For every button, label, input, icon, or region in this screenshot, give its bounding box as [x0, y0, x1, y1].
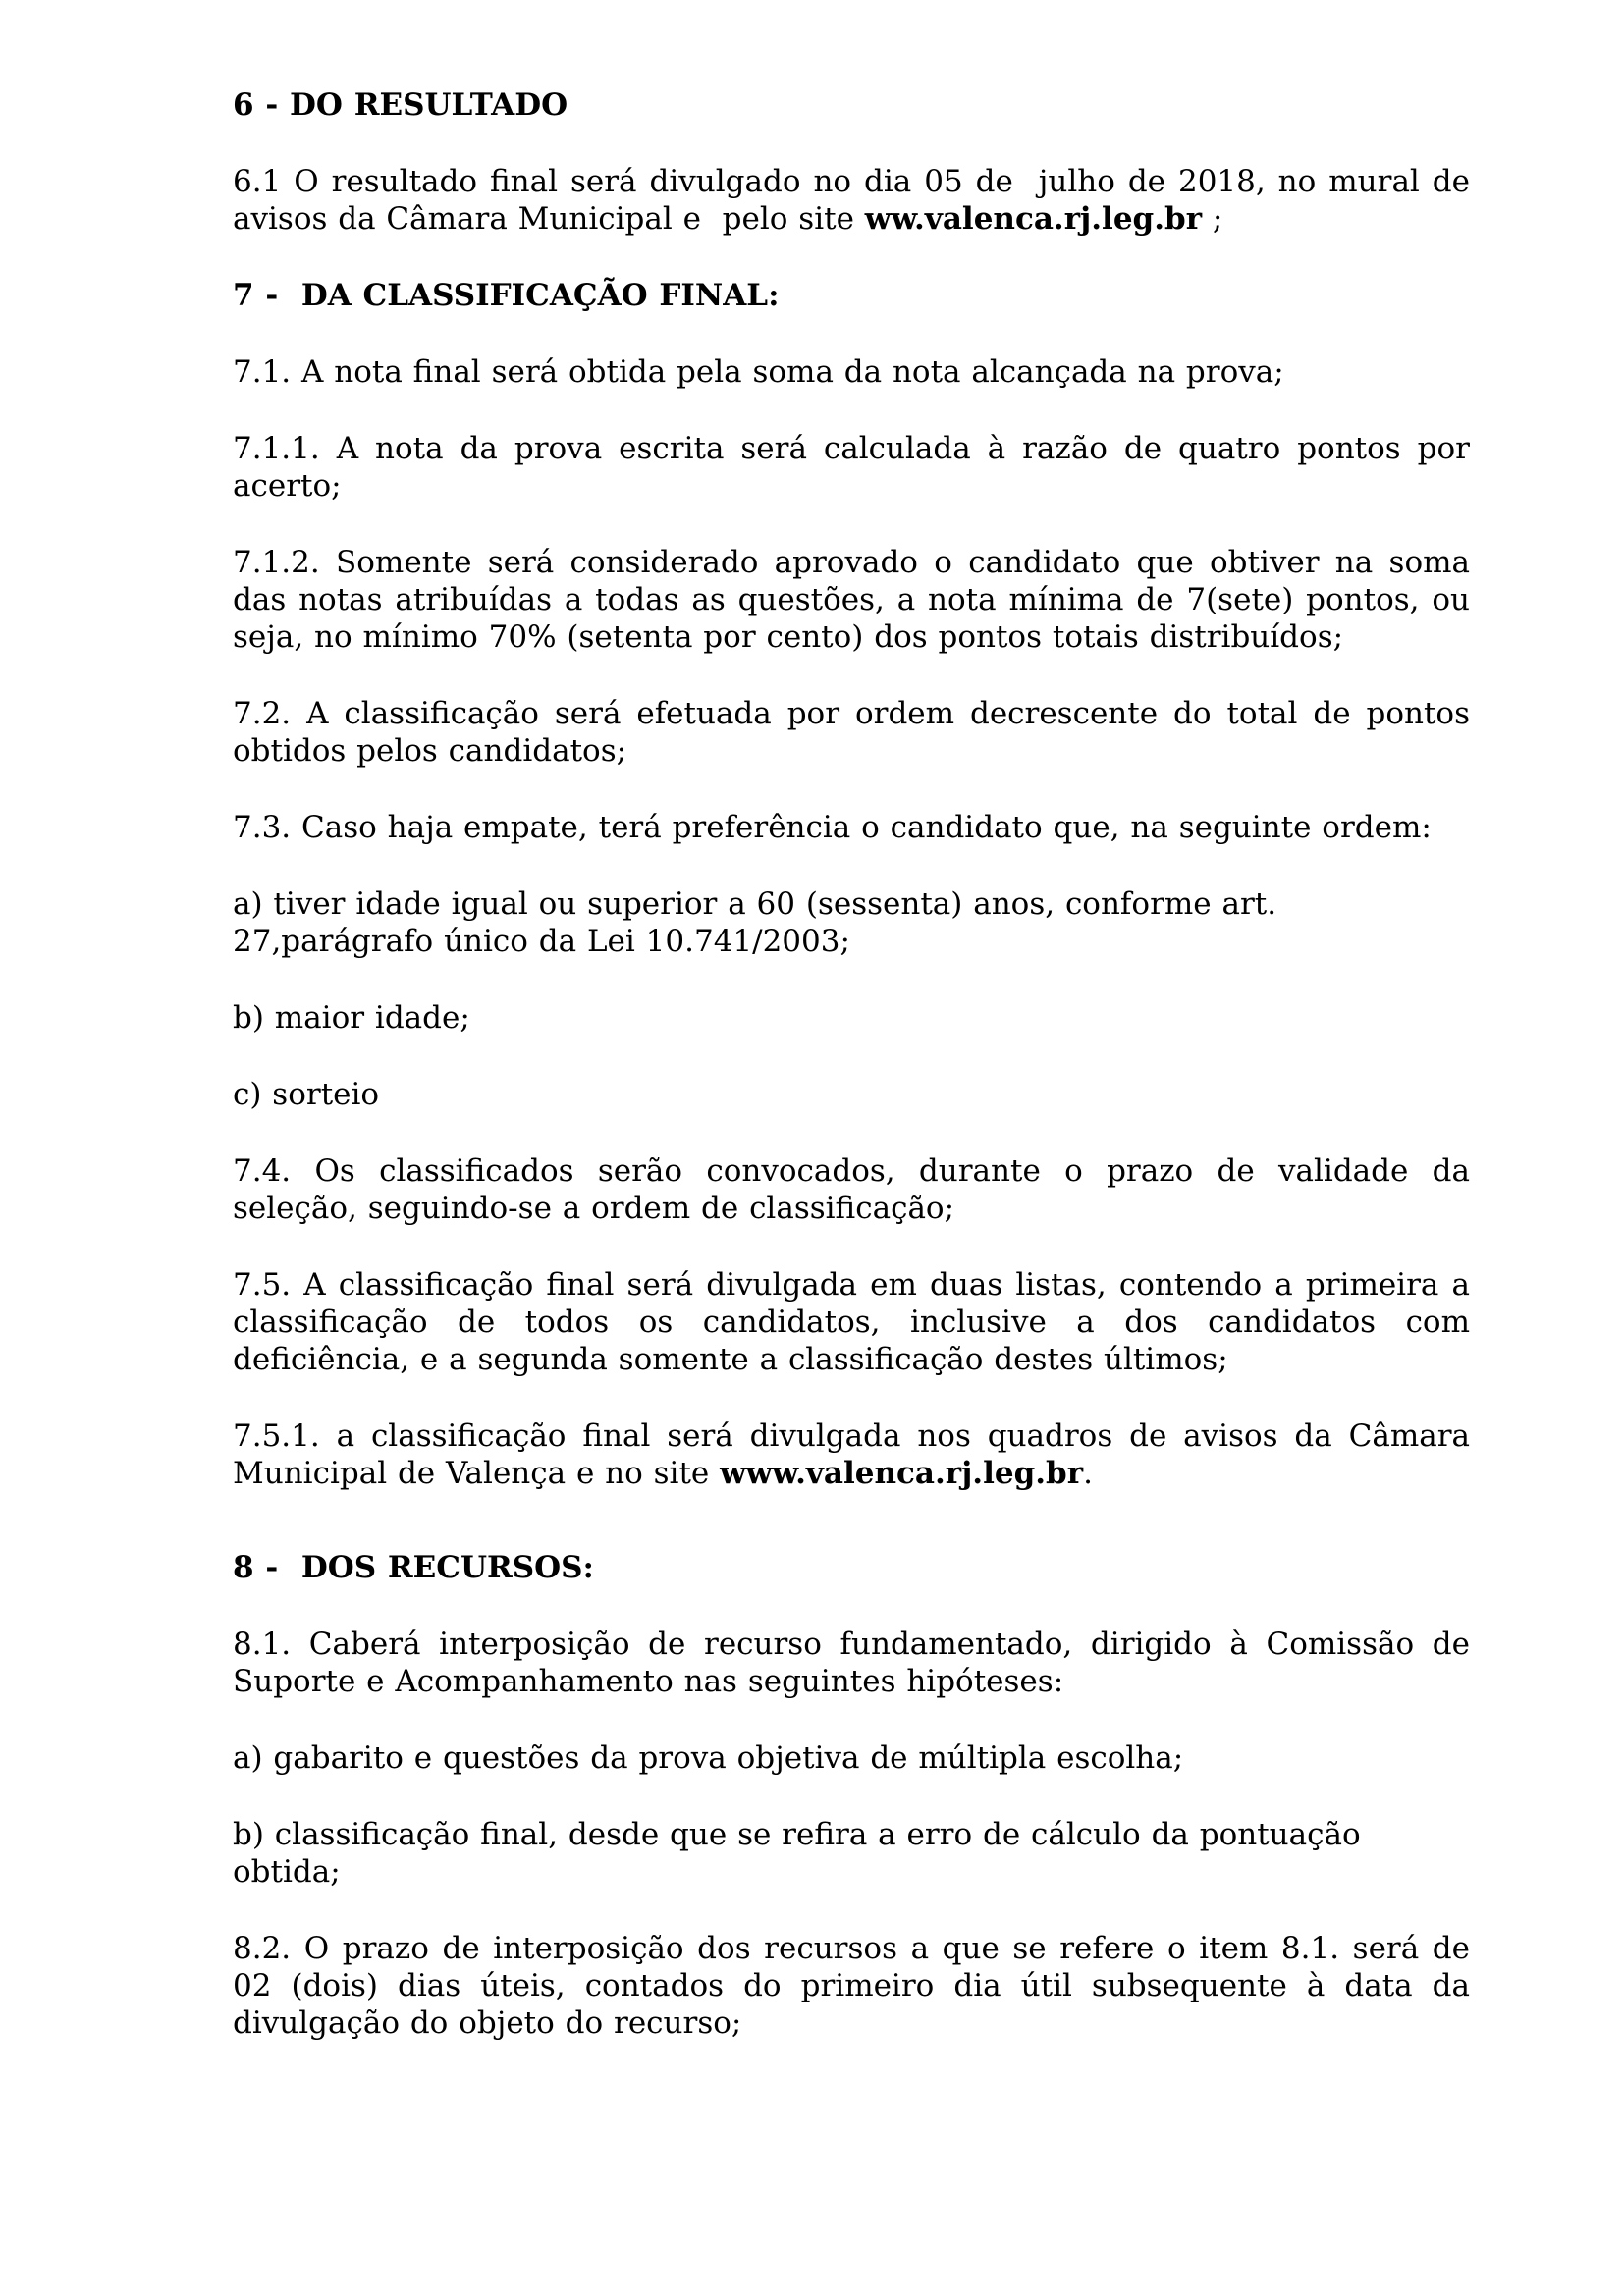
- section-8-heading: [233, 1549, 1470, 1586]
- paragraph-7-1-1: 7.1.1. A nota da prova escrita será calculada à razão de quatro pontos por acerto;: [233, 431, 1470, 504]
- list-item-a-recursos: a) gabarito e questões da prova objetiva de múltipla escolha;: [233, 1740, 1184, 1776]
- paragraph-6-1: [233, 163, 1470, 238]
- paragraph-8-1: 8.1. Caberá interposição de recurso fundamentado, dirigido à Comissão de Suporte e Acompanhamento nas seguintes hipóteses:: [233, 1627, 1470, 1699]
- section-7-heading: 7 - DA CLASSIFICAÇÃO FINAL:: [233, 278, 780, 313]
- paragraph-7-2: 7.2. A classificação será efetuada por ordem decrescente do total de pontos obtidos pelos candidatos;: [233, 696, 1470, 769]
- site-url-6-1: ww.valenca.rj.leg.br: [864, 201, 1203, 237]
- paragraph-7-4: 7.4. Os classificados serão convocados, durante o prazo de validade da seleção, seguindo-se a ordem de classificação;: [233, 1153, 1470, 1226]
- list-item-b-recursos: b) classificação final, desde que se refira a erro de cálculo da pontuação obtida;: [233, 1817, 1361, 1890]
- list-item-b-tiebreak: b) maior idade;: [233, 1000, 470, 1036]
- section-8-heading-colon: :: [582, 1550, 594, 1585]
- paragraph-7-1-2: 7.1.2. Somente será considerado aprovado o candidato que obtiver na soma das notas atribuídas a todas as questões, a nota mínima de 7(sete) pontos, ou seja, no mínimo 70% (setenta por cento) dos pontos totais distribuídos;: [233, 545, 1470, 655]
- paragraph-7-5-1: [233, 1417, 1470, 1492]
- list-item-c-tiebreak: c) sorteio: [233, 1077, 380, 1112]
- paragraph-7-3: 7.3. Caso haja empate, terá preferência o candidato que, na seguinte ordem:: [233, 810, 1432, 845]
- paragraph-7-1: 7.1. A nota final será obtida pela soma da nota alcançada na prova;: [233, 354, 1284, 390]
- paragraph-8-2: 8.2. O prazo de interposição dos recursos a que se refere o item 8.1. será de 02 (dois) dias úteis, contados do primeiro dia útil subsequente à data da divulgação do objeto do recurso;: [233, 1931, 1470, 2041]
- section-6-heading: 6 - DO RESULTADO: [233, 87, 568, 123]
- site-url-7-5-1: www.valenca.rj.leg.br: [720, 1456, 1084, 1491]
- paragraph-6-1-tail: ;: [1202, 201, 1223, 237]
- paragraph-7-5: 7.5. A classificação final será divulgada em duas listas, contendo a primeira a classificação de todos os candidatos, inclusive a dos candidatos com deficiência, e a segunda somente a classificação destes últimos;: [233, 1267, 1470, 1377]
- paragraph-6-1-text: 6.1 O resultado final será divulgado no dia 05 de julho de 2018, no mural de avisos da Câmara Municipal e pelo site: [233, 164, 1470, 237]
- paragraph-7-5-1-tail: .: [1083, 1456, 1093, 1491]
- paragraph-7-5-1-text: 7.5.1. a classificação final será divulgada nos quadros de avisos da Câmara Municipal de Valença e no site: [233, 1418, 1470, 1491]
- document-content: [233, 86, 1470, 2081]
- list-item-a-tiebreak: a) tiver idade igual ou superior a 60 (sessenta) anos, conforme art. 27,parágrafo único da Lei 10.741/2003;: [233, 886, 1277, 959]
- section-8-heading-text: 8 - DOS RECURSOS: [233, 1550, 583, 1585]
